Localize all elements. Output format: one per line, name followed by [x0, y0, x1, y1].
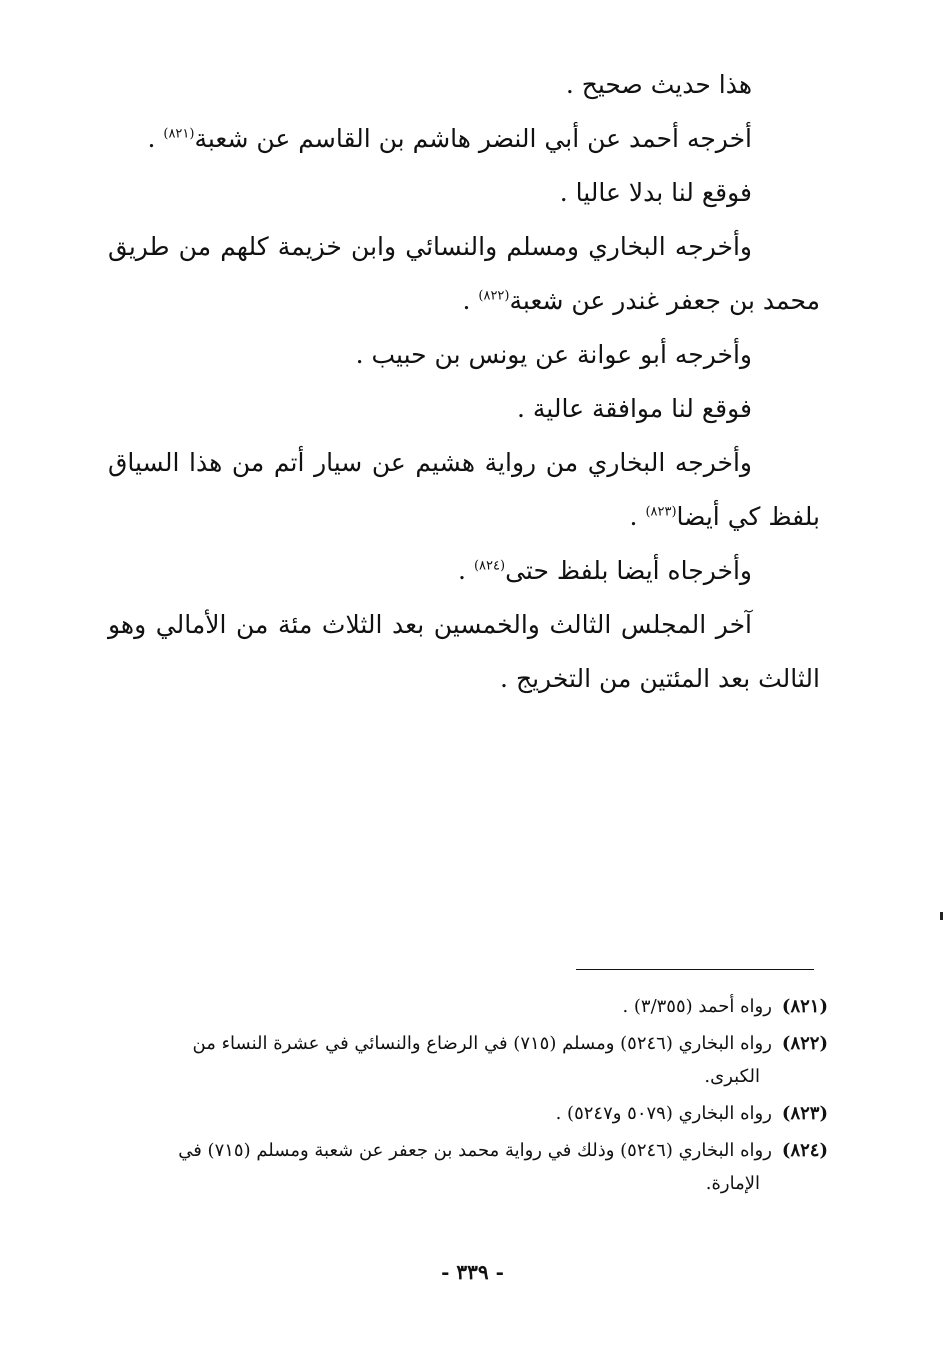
- footnote-number: (٨٢٢): [781, 1033, 828, 1054]
- footnote-text: رواه البخاري (٥٢٤٦) وذلك في رواية محمد بن جعفر عن شعبة ومسلم (٧١٥) في: [178, 1140, 772, 1161]
- paragraph: [108, 58, 820, 112]
- paragraph: [108, 382, 820, 436]
- footnote-text: رواه البخاري (٥٢٤٦) ومسلم (٧١٥) في الرضاع والنسائي في عشرة النساء من: [192, 1033, 772, 1054]
- paragraph-text: وأخرجاه أيضا بلفظ حتى: [505, 556, 752, 585]
- page-number: - ٣٣٩ -: [441, 1260, 504, 1284]
- footnote-continuation: الإمارة.: [705, 1173, 760, 1194]
- footnote-separator: [576, 969, 814, 970]
- paragraph-text: آخر المجلس الثالث والخمسين بعد الثلاث مئة من الأمالي وهو الثالث بعد المئتين من التخريج .: [108, 610, 820, 693]
- footnote-number: (٨٢٣): [781, 1103, 828, 1124]
- footnote: [112, 990, 828, 1023]
- paragraph: [108, 220, 820, 328]
- paragraph-text: وأخرجه البخاري من رواية هشيم عن سيار أتم من هذا السياق بلفظ كي أيضا: [108, 448, 820, 531]
- paragraph-punctuation: .: [462, 286, 479, 315]
- paragraph-text: أخرجه أحمد عن أبي النضر هاشم بن القاسم عن شعبة: [194, 124, 752, 153]
- footnote-text: رواه أحمد (٣/٣٥٥) .: [622, 996, 772, 1017]
- scan-edge-mark: [940, 912, 943, 920]
- paragraph-text: فوقع لنا بدلا عاليا .: [559, 178, 752, 207]
- paragraph-punctuation: .: [629, 502, 646, 531]
- footnote-continuation: الكبرى.: [704, 1066, 760, 1087]
- footnote: [112, 1097, 828, 1130]
- footnote-reference: (٨٢٣): [645, 504, 677, 520]
- footnotes: [112, 990, 828, 1204]
- paragraph: [108, 112, 820, 166]
- main-text: [108, 58, 820, 706]
- footnote: [112, 1027, 828, 1093]
- paragraph: [108, 598, 820, 706]
- paragraph: [108, 166, 820, 220]
- paragraph-text: وأخرجه البخاري ومسلم والنسائي وابن خزيمة كلهم من طريق محمد بن جعفر غندر عن شعبة: [108, 232, 820, 315]
- paragraph-punctuation: .: [458, 556, 474, 585]
- footnote-reference: (٨٢٢): [478, 288, 510, 304]
- paragraph-punctuation: .: [147, 124, 164, 153]
- paragraph-text: فوقع لنا موافقة عالية .: [517, 394, 752, 423]
- paragraph: [108, 544, 820, 598]
- footnote-text: رواه البخاري (٥٠٧٩ و٥٢٤٧) .: [555, 1103, 772, 1124]
- paragraph: [108, 436, 820, 544]
- footnote-reference: (٨٢٤): [473, 558, 506, 574]
- paragraph-text: هذا حديث صحيح .: [565, 70, 752, 99]
- footnote: [112, 1134, 828, 1200]
- footnote-number: (٨٢٤): [781, 1140, 828, 1161]
- footnote-number: (٨٢١): [781, 996, 828, 1017]
- footnote-reference: (٨٢١): [163, 126, 195, 142]
- paragraph-text: وأخرجه أبو عوانة عن يونس بن حبيب .: [355, 340, 752, 369]
- paragraph: [108, 328, 820, 382]
